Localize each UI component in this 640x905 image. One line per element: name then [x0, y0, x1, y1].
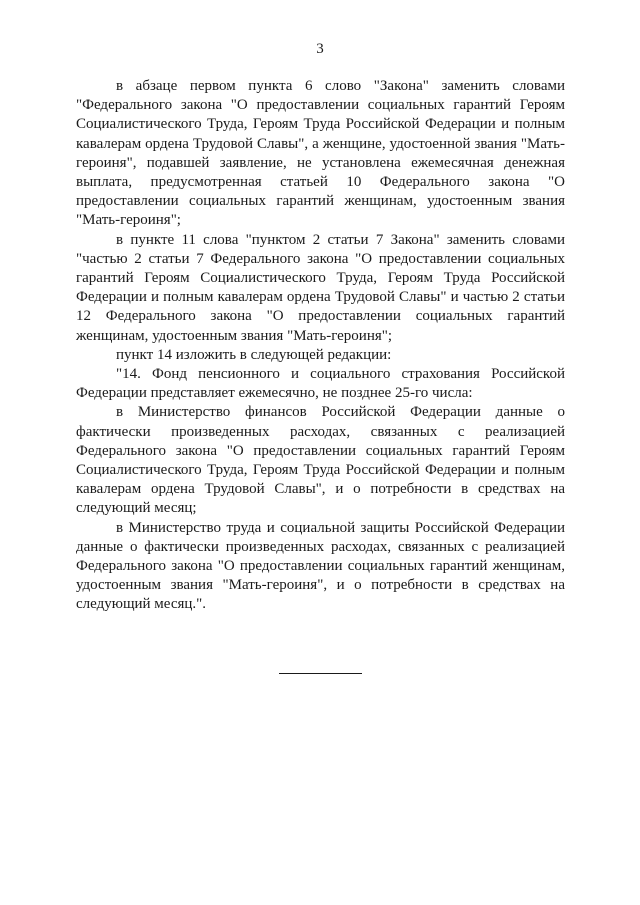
paragraph-item-14-text: "14. Фонд пенсионного и социального страхования Российской Федерации представляет ежемесячно, не позднее 25-го числа: [76, 366, 565, 402]
page-number: 3 [316, 41, 324, 57]
paragraph-ministry-labor: в Министерство труда и социальной защиты Российской Федерации данные о фактически произведенных расходах, связанных с реализацией Федерального закона "О предоставлении социальных гарантий женщинам, удостоенным звания "Мать-героиня", и о потребности в средствах на следующий месяц.". [76, 519, 565, 613]
document-body [76, 77, 565, 615]
paragraph-item-6-amendment: в абзаце первом пункта 6 слово "Закона" заменить словами "Федерального закона "О предоставлении социальных гарантий Героям Социалистического Труда, Героям Труда Российской Федерации и полным кавалерам ордена Трудовой Славы", а женщине, удостоенной звания "Мать-героиня", подавшей заявление, не установлена ежемесячная денежная выплата, предусмотренная статьей 10 Федерального закона "О предоставлении социальных гарантий женщинам, удостоенным звания "Мать-героиня"; [76, 78, 565, 229]
paragraph-item-11-amendment: в пункте 11 слова "пунктом 2 статьи 7 Закона" заменить словами "частью 2 статьи 7 Федерального закона "О предоставлении социальных гарантий Героям Социалистического Труда, Героям Труда Российской Федерации и полным кавалерам ордена Трудовой Славы" и частью 2 статьи 12 Федерального закона "О предоставлении социальных гарантий женщинам, удостоенным звания "Мать-героиня"; [76, 231, 565, 344]
paragraph-item-14-intro: пункт 14 изложить в следующей редакции: [116, 346, 392, 363]
end-of-text-divider [279, 673, 362, 674]
paragraph-ministry-finance: в Министерство финансов Российской Федерации данные о фактически произведенных расходах, связанных с реализацией Федерального закона "О предоставлении социальных гарантий Героям Социалистического Труда, Героям Труда Российской Федерации и полным кавалерам ордена Трудовой Славы", и о потребности в средствах на следующий месяц; [76, 404, 565, 517]
